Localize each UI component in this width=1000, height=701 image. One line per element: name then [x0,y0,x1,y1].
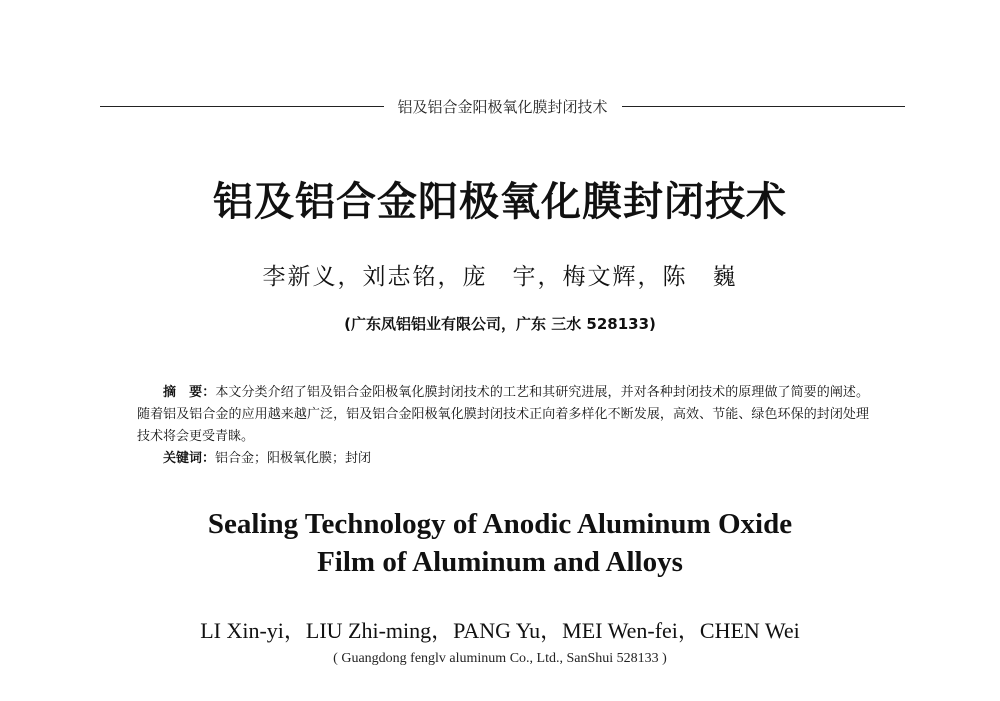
abstract-text: 本文分类介绍了铝及铝合金阳极氧化膜封闭技术的工艺和其研究进展，并对各种封闭技术的原理做了简要的阐述。随着铝及铝合金的应用越来越广泛，铝及铝合金阳极氧化膜封闭技术正向着多样化不断发展，高效、节能、绿色环保的封闭处理技术将会更受青睐。 [137,385,869,444]
title-en-line-2: Film of Aluminum and Alloys [317,546,683,578]
abstract-section [137,382,869,470]
affiliation-en: ( Guangdong fenglv aluminum Co., Ltd., SanShui 528133 ) [333,651,667,666]
running-title: 铝及铝合金阳极氧化膜封闭技术 [397,97,608,116]
title-en-line-1: Sealing Technology of Anodic Aluminum Oxide [207,508,793,540]
running-header [100,94,905,118]
paper-title-cn: 铝及铝合金阳极氧化膜封闭技术 [213,178,787,225]
header-rule-right [622,106,906,107]
keywords-label: 关键词： [163,451,216,466]
keywords-text: 铝合金；阳极氧化膜；封闭 [215,451,372,466]
abstract-label: 摘 要： [163,385,216,400]
header-rule-left [100,106,384,107]
paper-title-en [0,505,1000,581]
authors-cn: 李新义，刘志铭，庞 宇，梅文辉，陈 巍 [262,264,738,290]
affiliation-cn: (广东凤铝铝业有限公司，广东 三水 528133) [344,315,656,333]
abstract-paragraph [137,382,869,448]
keywords-line [137,448,869,470]
authors-en: LI Xin-yi，LIU Zhi-ming，PANG Yu，MEI Wen-fei，CHEN Wei [200,618,800,643]
